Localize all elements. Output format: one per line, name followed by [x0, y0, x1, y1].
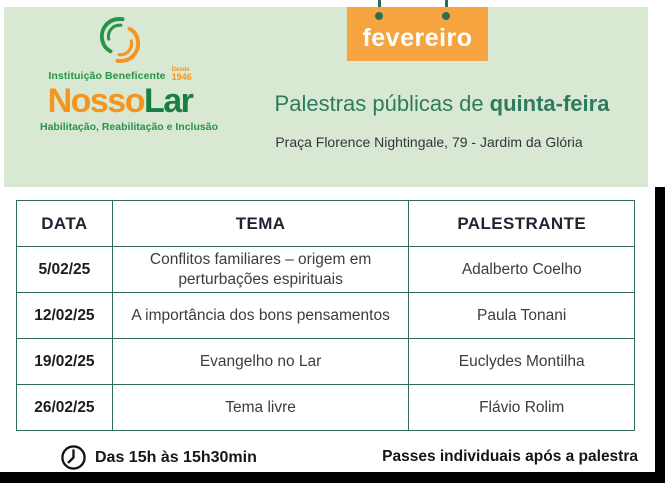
logo-wordmark-nosso: Nosso [47, 82, 144, 120]
hands-logo-icon [94, 15, 146, 65]
page-title-regular: Palestras públicas de [274, 91, 484, 116]
event-address: Praça Florence Nightingale, 79 - Jardim da Glória [275, 134, 583, 150]
logo-org-type: Instituição Beneficente [48, 70, 166, 82]
column-header-tema: TEMA [112, 201, 409, 247]
table-header-row [17, 201, 635, 247]
cell-palestrante: Euclydes Montilha [409, 339, 635, 385]
logo-wordmark-lar: Lar [144, 82, 193, 120]
banner-pin-left-icon [375, 12, 383, 20]
cell-date: 19/02/25 [17, 339, 113, 385]
logo-since-label: Desde [171, 67, 190, 73]
logo-org-row [40, 67, 200, 82]
table-row [17, 293, 635, 339]
cell-tema: Tema livre [112, 385, 409, 431]
frame-edge-right [655, 187, 665, 483]
column-header-data: DATA [17, 201, 113, 247]
header-panel [4, 7, 648, 187]
page-title [232, 91, 652, 117]
table-row [17, 339, 635, 385]
cell-date: 12/02/25 [17, 293, 113, 339]
table-row [17, 385, 635, 431]
cell-palestrante: Flávio Rolim [409, 385, 635, 431]
frame-edge-bottom [0, 472, 665, 483]
event-note: Passes individuais após a palestra [382, 448, 638, 465]
month-banner: fevereiro [347, 7, 488, 61]
cell-tema: Evangelho no Lar [112, 339, 409, 385]
logo-since-year: 1946 [171, 72, 192, 82]
column-header-palestrante: PALESTRANTE [409, 201, 635, 247]
banner-pin-right-icon [442, 12, 450, 20]
cell-date: 5/02/25 [17, 247, 113, 293]
event-time-label: Das 15h às 15h30min [95, 448, 257, 466]
event-time [60, 444, 257, 471]
logo-since-badge [172, 67, 192, 82]
logo-tagline: Habilitação, Reabilitação e Inclusão [40, 121, 218, 133]
cell-tema: A importância dos bons pensamentos [112, 293, 409, 339]
table-row [17, 247, 635, 293]
page-title-bold: quinta-feira [489, 91, 610, 116]
logo-wordmark [40, 84, 200, 118]
clock-icon [60, 444, 87, 471]
cell-palestrante: Adalberto Coelho [409, 247, 635, 293]
nossolar-logo [40, 15, 218, 133]
cell-date: 26/02/25 [17, 385, 113, 431]
cell-tema: Conflitos familiares – origem em perturbações espirituais [112, 247, 409, 293]
cell-palestrante: Paula Tonani [409, 293, 635, 339]
schedule-table [16, 200, 635, 431]
